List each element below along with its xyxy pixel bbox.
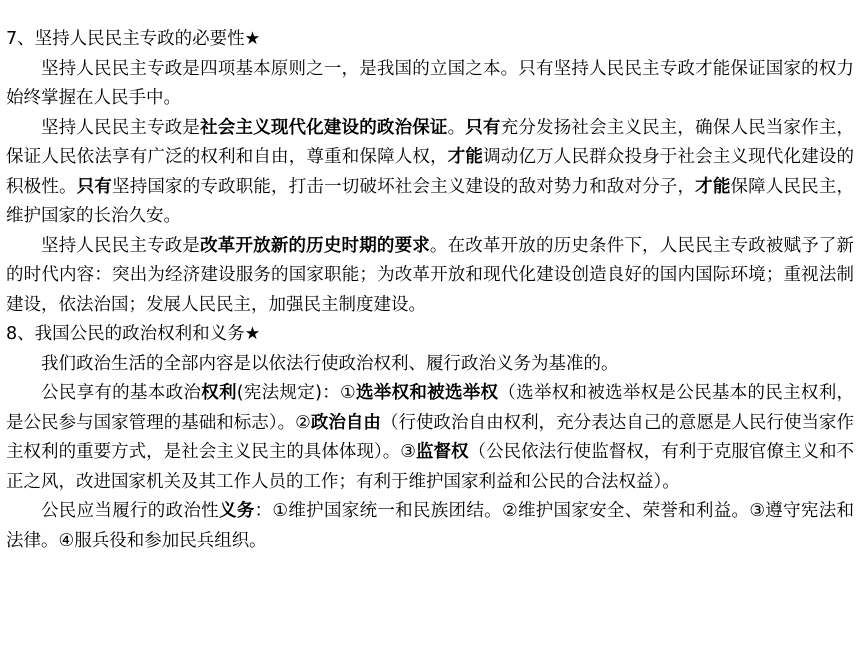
bold-run: 权利 — [201, 383, 237, 403]
text-run: 保障人民民主，维护国家的长治久安。 — [6, 176, 855, 226]
bold-run: 才能 — [447, 147, 484, 167]
bold-run: 监督权 — [415, 442, 469, 462]
text-run: 坚持人民民主专政是 — [41, 235, 201, 256]
bold-run: 选举权和被选举权 — [355, 383, 499, 403]
text-run: 坚持人民民主专政是 — [41, 117, 201, 138]
text-run: （公民依法行使监督权，有利于克服官僚主义和不正之风，改进国家机关及其工作人员的工作；有利于维护国家利益和公民的合法权益）。 — [6, 442, 855, 492]
text-run: ：①维护国家统一和民族团结。②维护国家安全、荣誉和利益。③遵守宪法和法律。④服兵役和参加民兵组织。 — [6, 501, 854, 551]
section-7-heading: 7、坚持人民民主专政的必要性★ — [6, 29, 261, 49]
section-8-paragraph-2 — [6, 379, 854, 497]
text-run: （选举权和被选举权是公民基本的民主权利，是公民参与国家管理的基础和标志）。② — [6, 383, 854, 433]
bold-run: 义务 — [218, 501, 255, 521]
section-7-paragraph-3 — [6, 232, 854, 321]
section-8-paragraph-3 — [6, 497, 854, 556]
text-run: 坚持国家的专政职能，打击一切破坏社会主义建设的敌对势力和敌对分子， — [112, 176, 696, 197]
bold-run: 改革开放新的历史时期的要求 — [200, 235, 430, 256]
bold-run: 才能 — [695, 176, 731, 197]
bold-run: 只有 — [76, 176, 113, 197]
bold-run: 政治自由 — [310, 412, 381, 433]
text-run: 公民享有的基本政治 — [41, 383, 202, 403]
bold-run: 社会主义现代化建设的政治保证 — [200, 117, 448, 138]
section-7-paragraph-2 — [6, 114, 854, 232]
text-run: 。 — [447, 117, 466, 138]
bold-run: 只有 — [465, 117, 501, 138]
text-run: 充分发扬社会主义民主，确保人民当家作主，保证人民依法享有广泛的权利和自由，尊重和保障人权， — [6, 117, 855, 167]
section-8-heading: 8、我国公民的政治权利和义务★ — [6, 324, 261, 344]
section-7-paragraph-1: 坚持人民民主专政是四项基本原则之一，是我国的立国之本。只有坚持人民民主专政才能保证国家的权力始终掌握在人民手中。 — [6, 58, 854, 108]
document-page — [6, 25, 854, 556]
text-run: 调动亿万人民群众投身于社会主义现代化建设的积极性。 — [6, 147, 855, 197]
text-run: 公民应当履行的政治性 — [41, 501, 219, 521]
text-run: （行使政治自由权利，充分表达自己的意愿是人民行使当家作主权利的重要方式，是社会主义民主的具体体现）。③ — [6, 412, 855, 462]
section-8-paragraph-1: 我们政治生活的全部内容是以依法行使政治权利、履行政治义务为基准的。 — [41, 353, 619, 374]
text-run: (宪法规定)：① — [236, 383, 356, 403]
text-run: 。在改革开放的历史条件下，人民民主专政被赋予了新的时代内容：突出为经济建设服务的国家职能；为改革开放和现代化建设创造良好的国内国际环境；重视法制建设，依法治国；发展人民民主，加强民主制度建设。 — [6, 235, 855, 315]
